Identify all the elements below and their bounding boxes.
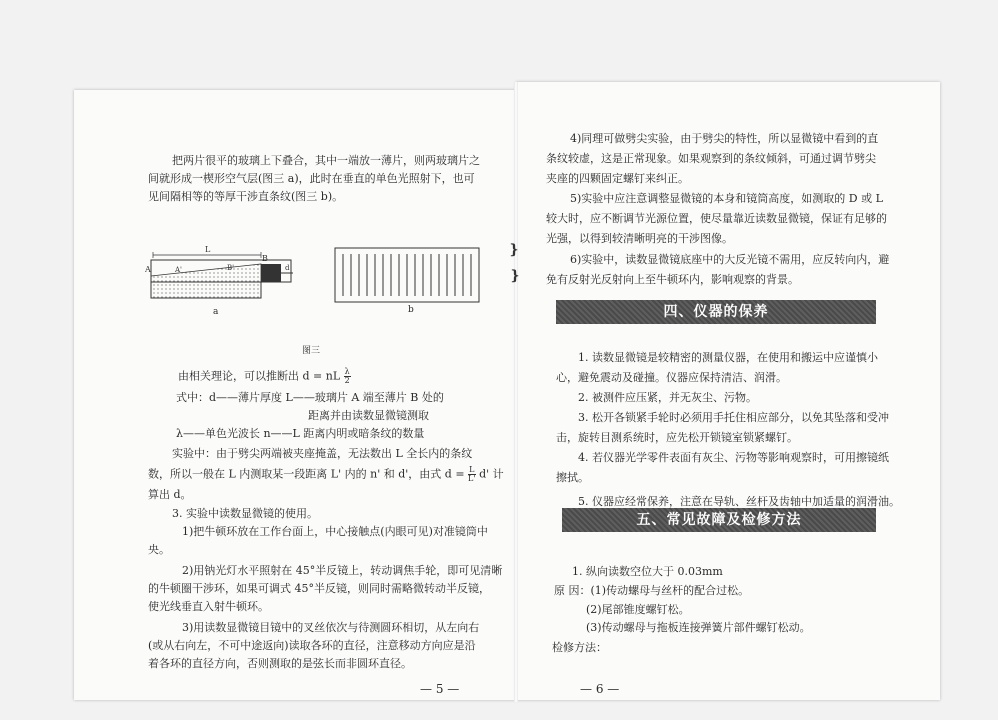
left-item-line-8: 着各环的直径方向，否则测取的是弦长而非圆环直径。 xyxy=(148,657,412,670)
right-item-line-5: 较大时，应不断调节光源位置，使尽量靠近读数显微镜，保证有足够的 xyxy=(546,212,887,225)
care-line-8: 5. 仪器应经常保养，注意在导轨、丝杆及齿轴中加适量的润滑油。 xyxy=(578,495,900,508)
left-item-line-2: 央。 xyxy=(148,543,170,556)
left-item-line-5: 使光线垂直入射牛顿环。 xyxy=(148,600,269,613)
left-item-line-3: 2)用钠光灯水平照射在 45°半反镜上，转动调焦手轮，即可见清晰 xyxy=(182,564,503,577)
section4-banner: 四、仪器的保养 xyxy=(556,300,876,324)
figure-a-wedge xyxy=(151,252,293,298)
right-item-line-4: 5)实验中应注意调整显微镜的本身和镜筒高度，如测取的 D 或 L xyxy=(570,192,883,205)
figure-caption-b: b xyxy=(408,305,414,315)
formula-frac-num: λ xyxy=(344,367,350,376)
care-line-6: 4. 若仪器光学零件表面有灰尘、污物等影响观察时，可用擦镜纸 xyxy=(578,451,889,464)
experiment-line-2 xyxy=(148,466,504,483)
care-line-7: 擦拭。 xyxy=(556,471,589,484)
fault-line-2: 原 因：(1)传动螺母与丝杆的配合过松。 xyxy=(554,584,750,597)
experiment-frac-num: L xyxy=(469,465,475,474)
right-item-line-7: 6)实验中，读数显微镜底座中的大反光镜不需用，应反转向内，避 xyxy=(570,253,890,266)
fault-line-1: 1. 纵向读数空位大于 0.03mm xyxy=(572,565,723,578)
right-item-line-8: 免有反射光反射向上至牛顿环内，影响观察的背景。 xyxy=(546,273,799,286)
left-para1-line1: 把两片很平的玻璃上下叠合，其中一端放一薄片，则两玻璃片之 xyxy=(172,154,480,167)
formula-text: 由相关理论，可以推断出 d = nL xyxy=(178,369,341,383)
definition-line-2: 距离并由读数显微镜测取 xyxy=(308,409,429,422)
care-line-1: 1. 读数显微镜是较精密的测量仪器，在使用和搬运中应谨慎小 xyxy=(578,351,878,364)
figure-label-A: A xyxy=(145,265,151,274)
left-item-line-1: 1)把牛顿环放在工作台面上，中心接触点(内眼可见)对准镜筒中 xyxy=(182,525,488,538)
figure-label-d: d xyxy=(285,264,290,272)
figure-caption-a: a xyxy=(213,307,219,317)
definition-line-1: 式中：d——薄片厚度 L——玻璃片 A 端至薄片 B 处的 xyxy=(176,391,444,404)
left-item-line-6: 3)用读数显微镜目镜中的叉丝依次与待测圆环相切，从左向右 xyxy=(182,621,480,634)
figure-three-diagram xyxy=(145,240,495,345)
care-line-2: 心，避免震动及碰撞。仪器应保持清洁、润滑。 xyxy=(556,371,787,384)
left-item-line-4: 的牛顿圈干涉环，如果可调式 45°半反镜，则同时需略微转动半反镜， xyxy=(148,582,490,595)
figure-b-fringes xyxy=(343,254,471,296)
experiment-line-3: 算出 d。 xyxy=(148,488,192,501)
page-number-5: — 5 — xyxy=(420,682,460,696)
left-para1-line3: 见间隔相等的等厚干涉直条纹(图三 b)。 xyxy=(148,190,344,203)
binding-mark-bottom: ❵ xyxy=(509,268,521,284)
book-spine xyxy=(514,82,518,702)
experiment-frac-den: L' xyxy=(468,474,476,483)
binding-mark-top: ❵ xyxy=(508,242,520,258)
right-item-line-6: 光强，以得到较清晰明亮的干涉图像。 xyxy=(546,232,733,245)
figure-label-B-prime: B' xyxy=(227,264,235,272)
fault-line-4: (3)传动螺母与拖板连接弹簧片部件螺钉松动。 xyxy=(586,621,811,634)
page-number-6: — 6 — xyxy=(580,682,620,696)
figure-label-A-prime: A' xyxy=(175,266,182,274)
formula-fraction xyxy=(344,368,351,385)
fault-line-5: 检修方法： xyxy=(552,641,607,654)
section3-title: 3. 实验中读数显微镜的使用。 xyxy=(172,507,318,520)
fault-line-3: (2)尾部锥度螺钉松。 xyxy=(586,603,690,616)
formula-line xyxy=(178,368,351,385)
experiment-line-1: 实验中：由于劈尖两端被夹座掩盖，无法数出 L 全长内的条纹 xyxy=(172,447,473,460)
right-item-line-1: 4)同理可做劈尖实验，由于劈尖的特性，所以显微镜中看到的直 xyxy=(570,132,879,145)
care-line-5: 击，旋转目测系统时，应先松开锁镜室锁紧螺钉。 xyxy=(556,431,798,444)
left-para1-line2: 间就形成一楔形空气层(图三 a)，此时在垂直的单色光照射下，也可 xyxy=(148,172,475,185)
right-item-line-3: 夹座的四颗固定螺钉来纠正。 xyxy=(546,172,689,185)
right-item-line-2: 条纹较虚，这是正常现象。如果观察到的条纹倾斜，可通过调节劈尖 xyxy=(546,152,876,165)
section5-banner: 五、常见故障及检修方法 xyxy=(562,508,876,532)
left-item-line-7: (或从右向左，不可中途返向)读取各环的直径，注意移动方向应是沿 xyxy=(148,639,476,652)
figure-title: 图三 xyxy=(302,346,321,356)
definition-line-3: λ——单色光波长 n——L 距离内明或暗条纹的数量 xyxy=(176,427,425,440)
experiment-line-2-text: 数，所以一般在 L 内测取某一段距离 L' 内的 n' 和 d'，由式 d = xyxy=(148,467,465,481)
experiment-fraction xyxy=(468,466,476,483)
care-line-4: 3. 松开各锁紧手轮时必须用手托住相应部分，以免其坠落和受冲 xyxy=(578,411,889,424)
care-line-3: 2. 被测件应压紧，并无灰尘、污物。 xyxy=(578,391,757,404)
figure-label-B: B xyxy=(262,254,268,263)
formula-frac-den: 2 xyxy=(344,376,350,385)
experiment-line-2-tail: d' 计 xyxy=(479,467,504,481)
figure-label-L: L xyxy=(205,245,211,254)
